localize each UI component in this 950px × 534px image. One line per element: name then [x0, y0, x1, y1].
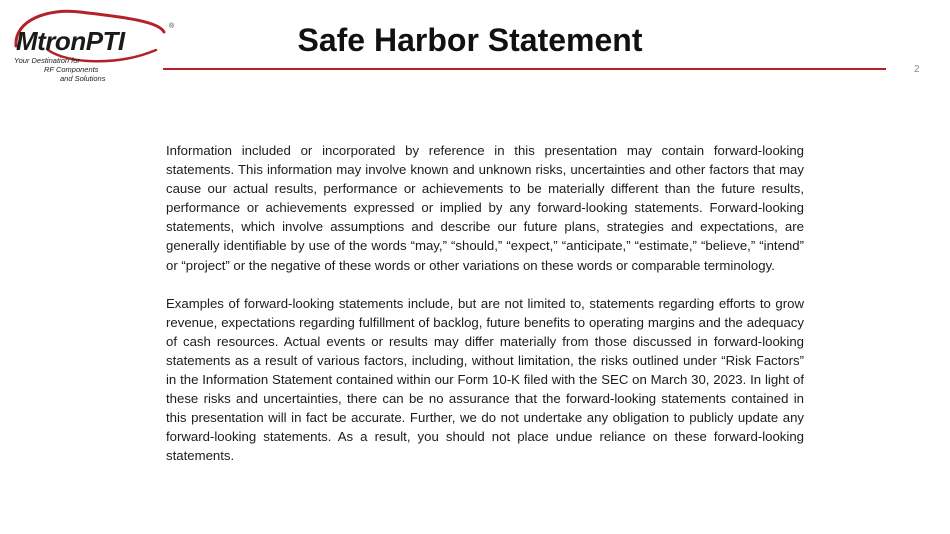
- logo-tagline-line-3: and Solutions: [60, 74, 106, 83]
- page-number: 2: [914, 64, 920, 75]
- slide-title: Safe Harbor Statement: [297, 22, 643, 58]
- logo-tagline-line-2: RF Components: [44, 65, 99, 74]
- title-divider: [163, 68, 886, 70]
- paragraph-forward-looking-info: Information included or incorporated by reference in this presentation may contain forward-looking statements. This information may involve known and unknown risks, uncertainties and other factors that may cause our actual results, performance or achievements to be materially different than the future results, performance or achievements expressed or implied by any forward-looking statements. Forward-looking statements, which involve assumptions and describe our future plans, strategies and expectations, are generally identifiable by use of the words “may,” “should,” “expect,” “anticipate,” “estimate,” “believe,” “intend” or “project” or the negative of these words or other variations on these words or comparable terminology.: [166, 143, 804, 273]
- logo-name: MtronPTI: [16, 26, 125, 56]
- company-logo: [8, 6, 175, 83]
- logo-tagline-line-1: Your Destination for: [14, 56, 80, 65]
- slide-body: [166, 141, 804, 466]
- logo-registered-mark: ®: [169, 23, 175, 30]
- paragraph-examples: Examples of forward-looking statements include, but are not limited to, statements regarding efforts to grow revenue, expectations regarding fulfillment of backlog, future benefits to operating margins and the adequacy of cash resources. Actual events or results may differ materially from those discussed in forward-looking statements as a result of various factors, including, without limitation, the risks outlined under “Risk Factors” in the Information Statement contained within our Form 10-K filed with the SEC on March 30, 2023. In light of these risks and uncertainties, there can be no assurance that the forward-looking statements contained in this presentation will in fact be accurate. Further, we do not undertake any obligation to publicly update any forward-looking statements. As a result, you should not place undue reliance on these forward-looking statements.: [166, 295, 804, 464]
